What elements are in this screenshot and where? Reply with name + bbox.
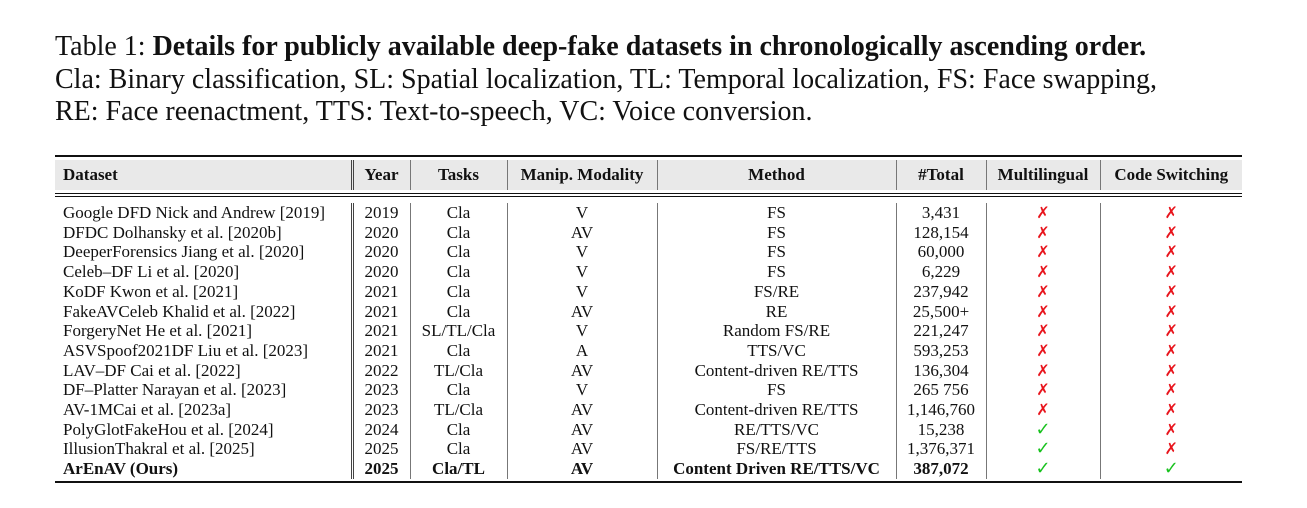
cell-code-switching: ✗ [1100,223,1242,243]
cell-total: 60,000 [896,242,986,262]
cell-code-switching: ✗ [1100,341,1242,361]
cell-method: FS [657,203,896,223]
col-header-multilingual: Multilingual [986,160,1100,190]
table-row [55,420,1242,440]
cell-method: TTS/VC [657,341,896,361]
cell-total: 593,253 [896,341,986,361]
table-bottom-rule [55,481,1242,483]
cell-tasks: Cla [410,420,507,440]
cell-total: 15,238 [896,420,986,440]
cell-year: 2021 [352,282,410,302]
cell-tasks: Cla [410,439,507,459]
cell-code-switching: ✓ [1100,459,1242,479]
cell-multilingual: ✓ [986,459,1100,479]
cell-tasks: SL/TL/Cla [410,321,507,341]
cell-method: RE/TTS/VC [657,420,896,440]
cell-modality: A [507,341,657,361]
cell-tasks: Cla [410,242,507,262]
cell-code-switching: ✗ [1100,282,1242,302]
caption-label: Table 1: [55,31,153,62]
cell-method: FS/RE [657,282,896,302]
cell-tasks: Cla [410,203,507,223]
cell-modality: V [507,282,657,302]
cell-dataset: DF–Platter Narayan et al. [2023] [63,380,287,400]
cell-tasks: TL/Cla [410,361,507,381]
cell-year: 2021 [352,321,410,341]
cell-total: 387,072 [896,459,986,479]
table-row [55,242,1242,262]
table-body [55,190,1242,479]
cell-modality: V [507,203,657,223]
cell-code-switching: ✗ [1100,380,1242,400]
cell-tasks: Cla [410,341,507,361]
caption-title: Details for publicly available deep-fake datasets in chronologically ascending order. [152,31,1147,62]
cell-code-switching: ✗ [1100,242,1242,262]
cell-year: 2021 [352,341,410,361]
cell-total: 221,247 [896,321,986,341]
cell-dataset: Google DFD Nick and Andrew [2019] [63,203,326,222]
cell-multilingual: ✗ [986,361,1100,381]
cell-modality: V [507,380,657,400]
cell-year: 2023 [352,400,410,420]
cell-dataset: PolyGlotFakeHou et al. [2024] [63,419,274,439]
table-row [55,282,1242,302]
cell-year: 2022 [352,361,410,381]
cell-tasks: Cla [410,302,507,322]
cell-modality: AV [507,223,657,243]
table-row [55,361,1242,381]
cell-code-switching: ✗ [1100,262,1242,282]
cell-modality: AV [507,361,657,381]
cell-modality: AV [507,420,657,440]
cell-multilingual: ✗ [986,302,1100,322]
cell-dataset: FakeAVCeleb Khalid et al. [2022] [63,301,296,321]
cell-year: 2020 [352,262,410,282]
cell-modality: AV [507,302,657,322]
caption-line-2: Cla: Binary classification, SL: Spatial localization, TL: Temporal localization, FS: Face swapping, [55,63,1157,95]
col-header-dataset: Dataset [63,165,118,184]
cell-multilingual: ✗ [986,242,1100,262]
datasets-table-wrap [55,155,1242,483]
table-row [55,302,1242,322]
cell-total: 6,229 [896,262,986,282]
cell-method: Content-driven RE/TTS [657,361,896,381]
cell-dataset: KoDF Kwon et al. [2021] [63,281,239,301]
cell-modality: V [507,242,657,262]
table-row [55,400,1242,420]
table-header-row [55,160,1242,190]
cell-multilingual: ✗ [986,203,1100,223]
caption-line-3: RE: Face reenactment, TTS: Text-to-speech, VC: Voice conversion. [55,96,813,127]
cell-modality: V [507,321,657,341]
cell-method: Content-driven RE/TTS [657,400,896,420]
table-row [55,321,1242,341]
cell-code-switching: ✗ [1100,203,1242,223]
cell-dataset: DeeperForensics Jiang et al. [2020] [63,242,305,262]
cell-total: 1,376,371 [896,439,986,459]
table-caption [55,31,1255,129]
cell-total: 265 756 [896,380,986,400]
col-header-method: Method [657,160,896,190]
cell-dataset: LAV–DF Cai et al. [2022] [63,360,241,380]
cell-total: 237,942 [896,282,986,302]
cell-multilingual: ✗ [986,223,1100,243]
cell-multilingual: ✓ [986,439,1100,459]
cell-method: FS [657,380,896,400]
cell-total: 1,146,760 [896,400,986,420]
cell-total: 25,500+ [896,302,986,322]
cell-multilingual: ✗ [986,380,1100,400]
cell-modality: AV [507,459,657,479]
cell-total: 128,154 [896,223,986,243]
cell-method: Random FS/RE [657,321,896,341]
cell-modality: AV [507,400,657,420]
cell-method: RE [657,302,896,322]
col-header-modality: Manip. Modality [507,160,657,190]
cell-multilingual: ✗ [986,321,1100,341]
cell-year: 2025 [352,439,410,459]
cell-method: FS [657,223,896,243]
caption-line-1 [55,31,1255,64]
cell-method: FS [657,262,896,282]
table-row [55,223,1242,243]
cell-dataset: AV-1MCai et al. [2023a] [63,400,232,420]
cell-tasks: Cla [410,380,507,400]
col-header-year: Year [352,160,410,190]
cell-code-switching: ✗ [1100,302,1242,322]
cell-tasks: Cla [410,282,507,302]
cell-year: 2021 [352,302,410,322]
col-header-code-switching: Code Switching [1100,160,1242,190]
cell-year: 2023 [352,380,410,400]
cell-year: 2020 [352,223,410,243]
cell-total: 3,431 [896,203,986,223]
cell-code-switching: ✗ [1100,400,1242,420]
cell-year: 2020 [352,242,410,262]
cell-dataset: ArEnAV (Ours) [63,459,179,479]
datasets-table [55,160,1242,479]
cell-year: 2025 [352,459,410,479]
cell-dataset: ForgeryNet He et al. [2021] [63,321,252,341]
cell-method: FS/RE/TTS [657,439,896,459]
cell-dataset: DFDC Dolhansky et al. [2020b] [63,222,282,242]
table-row [55,380,1242,400]
cell-multilingual: ✗ [986,282,1100,302]
col-header-total: #Total [896,160,986,190]
table-row [55,439,1242,459]
cell-modality: V [507,262,657,282]
cell-multilingual: ✗ [986,262,1100,282]
header-rule-2 [55,196,1242,197]
cell-tasks: Cla [410,262,507,282]
cell-tasks: Cla/TL [410,459,507,479]
col-header-tasks: Tasks [410,160,507,190]
cell-year: 2019 [352,203,410,223]
cell-code-switching: ✗ [1100,321,1242,341]
cell-dataset: ASVSpoof2021DF Liu et al. [2023] [63,340,309,360]
cell-modality: AV [507,439,657,459]
cell-method: FS [657,242,896,262]
cell-multilingual: ✗ [986,341,1100,361]
table-row [55,203,1242,223]
table-row [55,341,1242,361]
cell-code-switching: ✗ [1100,361,1242,381]
cell-tasks: TL/Cla [410,400,507,420]
cell-dataset: Celeb–DF Li et al. [2020] [63,262,240,282]
cell-method: Content Driven RE/TTS/VC [657,459,896,479]
cell-code-switching: ✗ [1100,439,1242,459]
cell-tasks: Cla [410,223,507,243]
table-row-ours [55,459,1242,479]
cell-multilingual: ✗ [986,400,1100,420]
cell-multilingual: ✓ [986,420,1100,440]
cell-total: 136,304 [896,361,986,381]
table-row [55,262,1242,282]
cell-year: 2024 [352,420,410,440]
cell-dataset: IllusionThakral et al. [2025] [63,439,255,459]
cell-code-switching: ✗ [1100,420,1242,440]
